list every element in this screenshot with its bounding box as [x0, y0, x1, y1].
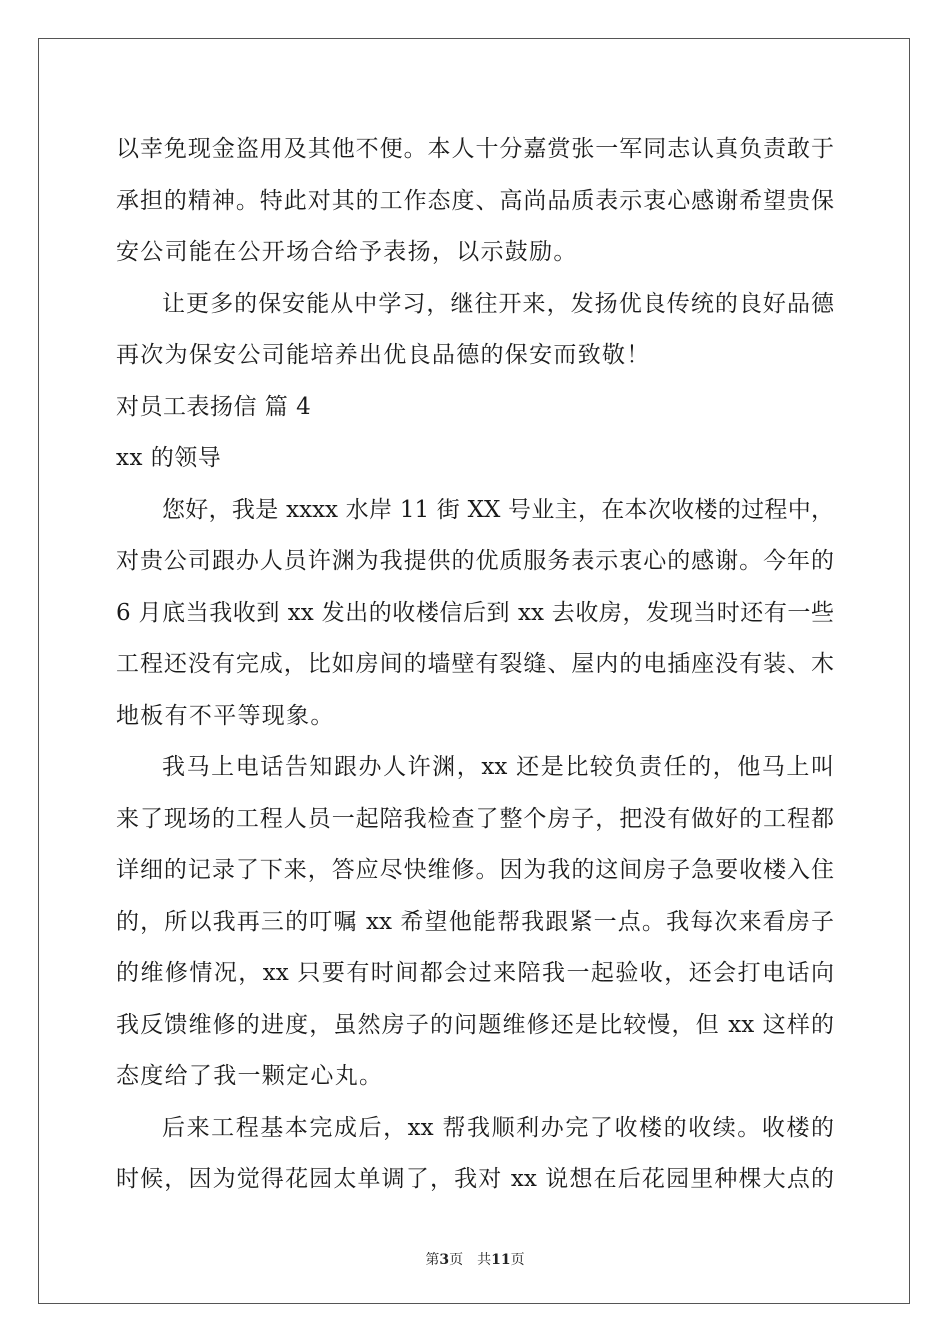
footer-page-suffix: 页 — [449, 1252, 464, 1268]
text-line: 再次为保安公司能培养出优良品德的保安而致敬！ — [116, 342, 651, 368]
text-line: 地板有不平等现象。 — [116, 702, 335, 729]
text-line: 详细的记录了下来，答应尽快维修。因为我的这间房子急要收楼入住 — [116, 857, 834, 883]
text-line: 承担的精神。特此对其的工作态度、高尚品质表示衷心感谢希望贵保 — [116, 187, 834, 214]
text-line: 以幸免现金盗用及其他不便。本人十分嘉赏张一军同志认真负责敢于 — [116, 136, 834, 162]
text-line: 的维修情况，xx 只要有时间都会过来陪我一起验收，还会打电话向 — [116, 960, 834, 986]
text-line: 来了现场的工程人员一起陪我检查了整个房子，把没有做好的工程都 — [116, 805, 834, 832]
section-heading: 对员工表扬信 篇 4 — [116, 393, 312, 420]
text-line: 后来工程基本完成后，xx 帮我顺利办完了收楼的收续。收楼的 — [162, 1114, 834, 1141]
text-line: 工程还没有完成，比如房间的墙壁有裂缝、屋内的电插座没有装、木 — [116, 651, 834, 677]
current-page-number: 3 — [439, 1252, 450, 1268]
page-footer — [0, 1249, 950, 1269]
total-page-count: 11 — [491, 1252, 511, 1268]
text-line: 时候，因为觉得花园太单调了，我对 xx 说想在后花园里种棵大点的 — [116, 1166, 834, 1192]
text-line: 您好，我是 xxxx 水岸 11 街 XX 号业主，在本次收楼的过程中， — [162, 496, 834, 523]
text-line: 对贵公司跟办人员许渊为我提供的优质服务表示衷心的感谢。今年的 — [116, 548, 834, 574]
text-line: 态度给了我一颗定心丸。 — [116, 1063, 384, 1089]
text-line: 的，所以我再三的叮嘱 xx 希望他能帮我跟紧一点。我每次来看房子 — [116, 908, 834, 935]
footer-total-prefix: 共 — [477, 1252, 492, 1268]
salutation: xx 的领导 — [116, 445, 222, 471]
document-body — [116, 124, 834, 1206]
text-line: 让更多的保安能从中学习，继往开来，发扬优良传统的良好品德 — [162, 290, 834, 317]
text-line: 安公司能在公开场合给予表扬，以示鼓励。 — [116, 239, 578, 265]
footer-prefix: 第 — [425, 1252, 440, 1268]
text-line: 我马上电话告知跟办人许渊，xx 还是比较负责任的，他马上叫 — [162, 754, 834, 780]
text-line: 6 月底当我收到 xx 发出的收楼信后到 xx 去收房，发现当时还有一些 — [116, 599, 834, 626]
text-line: 我反馈维修的进度，虽然房子的问题维修还是比较慢，但 xx 这样的 — [116, 1011, 834, 1038]
footer-total-suffix: 页 — [510, 1252, 525, 1268]
